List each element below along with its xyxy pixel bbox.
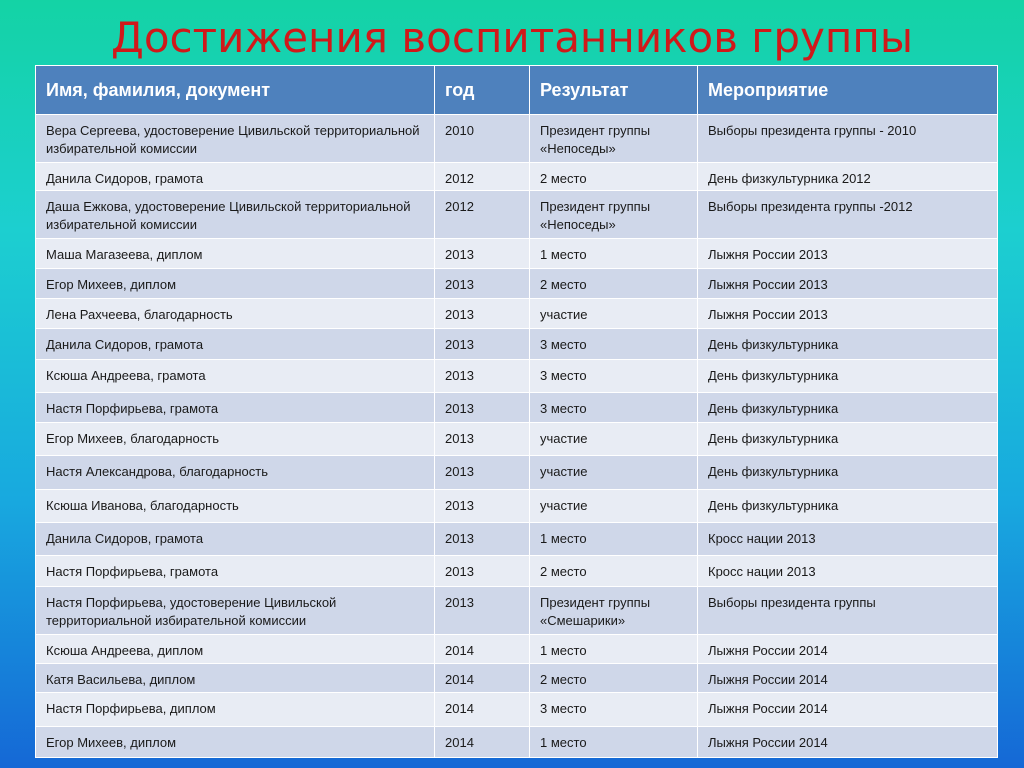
cell-name-document: Егор Михеев, диплом (36, 727, 435, 758)
cell-year: 2013 (435, 523, 530, 556)
cell-event: Лыжня России 2014 (698, 635, 998, 664)
cell-result: участие (530, 456, 698, 490)
cell-name-document: Настя Порфирьева, диплом (36, 693, 435, 727)
table-row (36, 329, 998, 360)
cell-name-document: Маша Магазеева, диплом (36, 239, 435, 269)
cell-year: 2014 (435, 635, 530, 664)
cell-result: 1 место (530, 239, 698, 269)
table-row (36, 299, 998, 329)
table-row (36, 727, 998, 758)
cell-year: 2012 (435, 191, 530, 239)
cell-year: 2013 (435, 329, 530, 360)
cell-year: 2013 (435, 393, 530, 423)
header-event: Мероприятие (698, 66, 998, 115)
cell-result: 3 место (530, 329, 698, 360)
cell-result: 1 место (530, 523, 698, 556)
cell-event: Выборы президента группы (698, 587, 998, 635)
cell-result: участие (530, 423, 698, 456)
cell-year: 2013 (435, 269, 530, 299)
cell-event: День физкультурника (698, 423, 998, 456)
table-row (36, 239, 998, 269)
cell-result: Президент группы «Непоседы» (530, 115, 698, 163)
cell-result: 2 место (530, 269, 698, 299)
cell-result: Президент группы «Непоседы» (530, 191, 698, 239)
table-row (36, 115, 998, 163)
cell-name-document: Егор Михеев, диплом (36, 269, 435, 299)
table-row (36, 393, 998, 423)
cell-year: 2010 (435, 115, 530, 163)
cell-event: Лыжня России 2014 (698, 693, 998, 727)
cell-name-document: Данила Сидоров, грамота (36, 163, 435, 191)
slide-title: Достижения воспитанников группы (111, 13, 913, 62)
table-row (36, 163, 998, 191)
cell-event: Лыжня России 2014 (698, 727, 998, 758)
cell-event: Лыжня России 2013 (698, 239, 998, 269)
table-row (36, 693, 998, 727)
cell-result: участие (530, 490, 698, 523)
cell-name-document: Настя Порфирьева, грамота (36, 556, 435, 587)
cell-event: Выборы президента группы - 2010 (698, 115, 998, 163)
cell-result: Президент группы «Смешарики» (530, 587, 698, 635)
cell-name-document: Данила Сидоров, грамота (36, 523, 435, 556)
table-row (36, 664, 998, 693)
cell-result: 2 место (530, 664, 698, 693)
cell-name-document: Настя Александрова, благодарность (36, 456, 435, 490)
table-row (36, 360, 998, 393)
cell-result: 1 место (530, 635, 698, 664)
cell-year: 2013 (435, 556, 530, 587)
cell-year: 2013 (435, 239, 530, 269)
cell-name-document: Ксюша Андреева, диплом (36, 635, 435, 664)
header-name-document: Имя, фамилия, документ (36, 66, 435, 115)
cell-name-document: Лена Рахчеева, благодарность (36, 299, 435, 329)
cell-result: 3 место (530, 360, 698, 393)
table-header-row (36, 66, 998, 115)
cell-result: 1 место (530, 727, 698, 758)
table-body (36, 115, 998, 758)
cell-event: Лыжня России 2013 (698, 269, 998, 299)
header-year: год (435, 66, 530, 115)
cell-result: 3 место (530, 393, 698, 423)
table-row (36, 191, 998, 239)
table-row (36, 635, 998, 664)
cell-name-document: Настя Порфирьева, удостоверение Цивильской территориальной избирательной комиссии (36, 587, 435, 635)
cell-year: 2014 (435, 664, 530, 693)
cell-name-document: Даша Ежкова, удостоверение Цивильской территориальной избирательной комиссии (36, 191, 435, 239)
cell-year: 2013 (435, 490, 530, 523)
table-row (36, 423, 998, 456)
cell-event: Лыжня России 2014 (698, 664, 998, 693)
cell-year: 2013 (435, 587, 530, 635)
cell-result: 3 место (530, 693, 698, 727)
cell-name-document: Ксюша Андреева, грамота (36, 360, 435, 393)
table-row (36, 523, 998, 556)
cell-event: Кросс нации 2013 (698, 556, 998, 587)
cell-event: День физкультурника (698, 329, 998, 360)
header-result: Результат (530, 66, 698, 115)
cell-name-document: Настя Порфирьева, грамота (36, 393, 435, 423)
cell-year: 2013 (435, 423, 530, 456)
cell-year: 2012 (435, 163, 530, 191)
table-row (36, 556, 998, 587)
cell-year: 2013 (435, 299, 530, 329)
cell-event: День физкультурника (698, 393, 998, 423)
cell-event: День физкультурника (698, 360, 998, 393)
cell-year: 2013 (435, 360, 530, 393)
cell-year: 2014 (435, 693, 530, 727)
cell-event: Выборы президента группы -2012 (698, 191, 998, 239)
cell-event: День физкультурника (698, 456, 998, 490)
cell-result: 2 место (530, 163, 698, 191)
table-row (36, 490, 998, 523)
cell-year: 2014 (435, 727, 530, 758)
cell-result: участие (530, 299, 698, 329)
cell-result: 2 место (530, 556, 698, 587)
cell-event: День физкультурника 2012 (698, 163, 998, 191)
cell-event: День физкультурника (698, 490, 998, 523)
cell-event: Кросс нации 2013 (698, 523, 998, 556)
table-row (36, 269, 998, 299)
cell-event: Лыжня России 2013 (698, 299, 998, 329)
achievements-table (35, 65, 998, 758)
cell-name-document: Егор Михеев, благодарность (36, 423, 435, 456)
table-row (36, 587, 998, 635)
cell-name-document: Данила Сидоров, грамота (36, 329, 435, 360)
cell-name-document: Ксюша Иванова, благодарность (36, 490, 435, 523)
cell-name-document: Катя Васильева, диплом (36, 664, 435, 693)
cell-year: 2013 (435, 456, 530, 490)
cell-name-document: Вера Сергеева, удостоверение Цивильской территориальной избирательной комиссии (36, 115, 435, 163)
table-row (36, 456, 998, 490)
